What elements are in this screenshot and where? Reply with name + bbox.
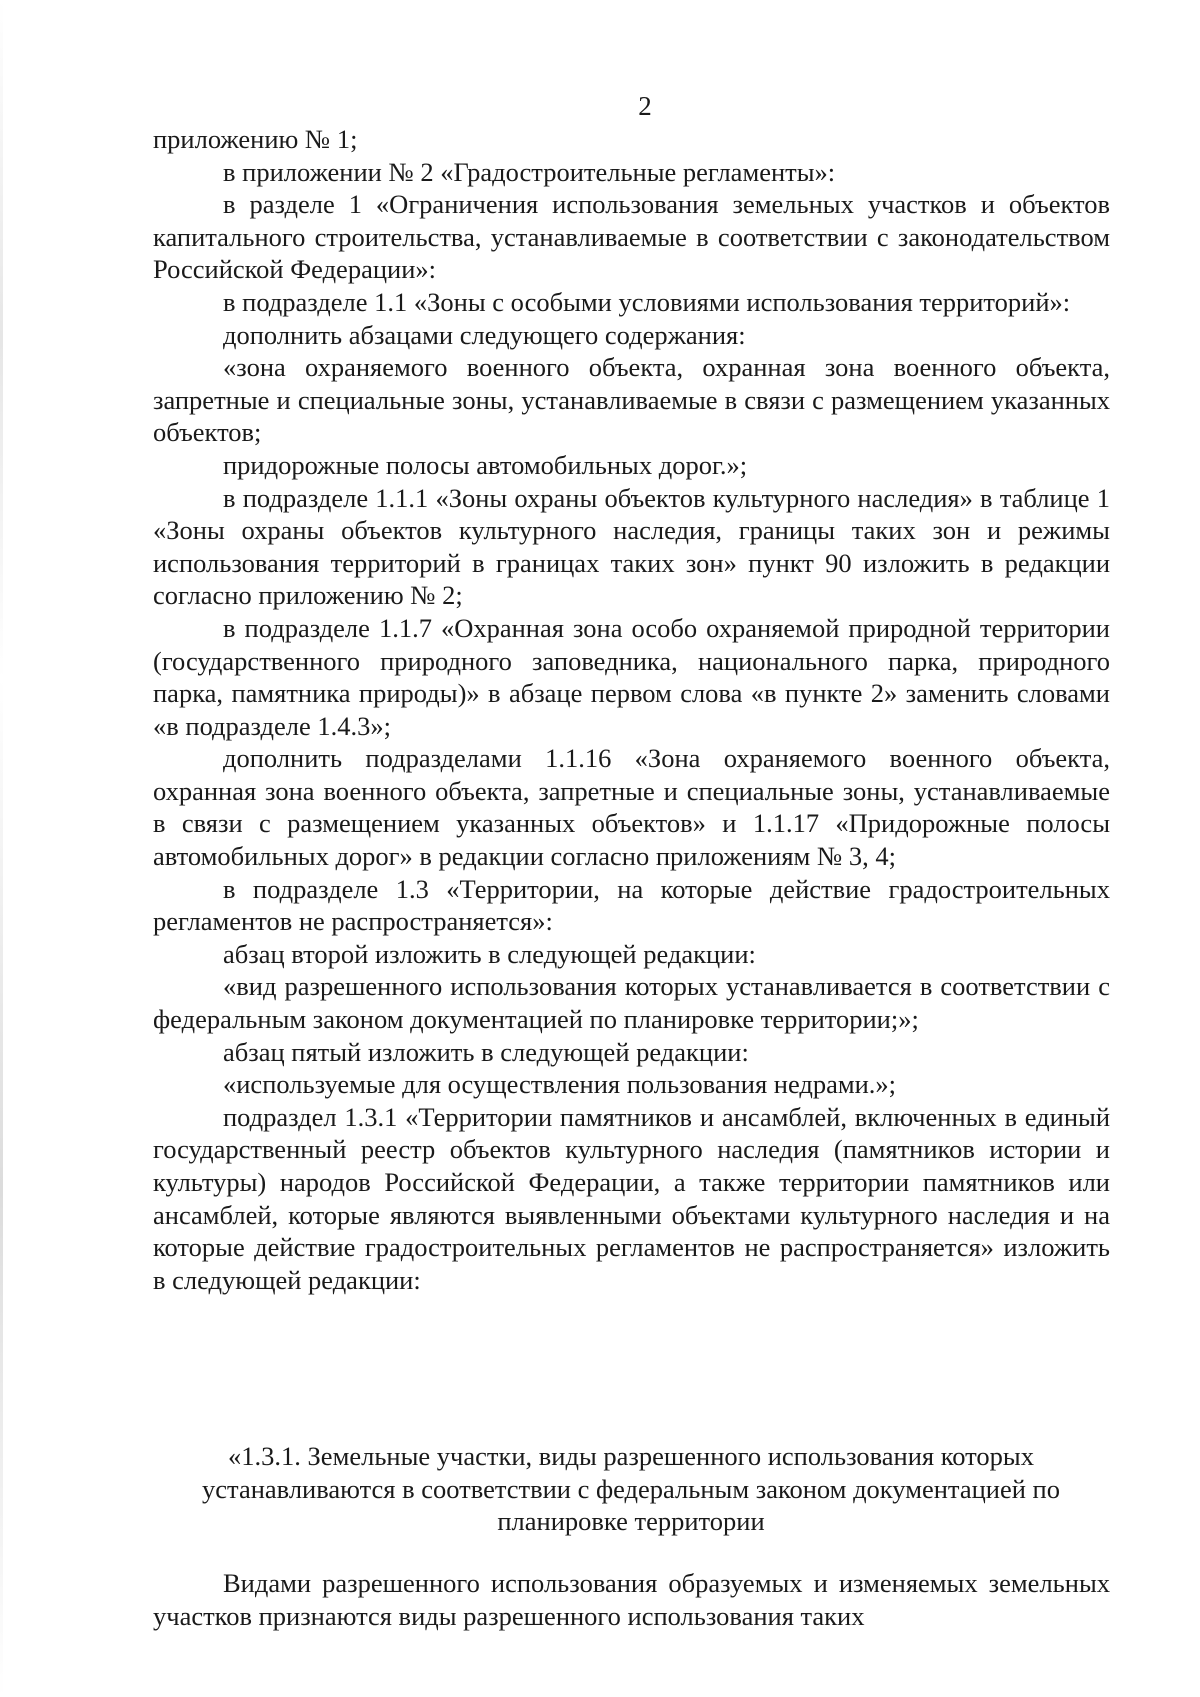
paragraph-continued: Видами разрешенного использования образуемых и изменяемых земельных участков признаются виды разрешенного использования таких <box>153 1568 1110 1631</box>
paragraph: в подразделе 1.1.1 «Зоны охраны объектов культурного наследия» в таблице 1 «Зоны охраны объектов культурного наследия, границы таких зон и режимы использования территорий в границах таких зон» пункт 90 изложить в редакции согласно приложению № 2; <box>153 482 1110 611</box>
document-body <box>153 123 1110 1296</box>
paragraph: в подразделе 1.1.7 «Охранная зона особо охраняемой природной территории (государственного природного заповедника, национального парка, природного парка, памятника природы)» в абзаце первом слова «в пункте 2» заменить словами «в подразделе 1.4.3»; <box>153 612 1110 741</box>
paragraph: в подразделе 1.1 «Зоны с особыми условиями использования территорий»: <box>223 286 1071 317</box>
paragraph: дополнить подразделами 1.1.16 «Зона охраняемого военного объекта, охранная зона военного объекта, запретные и специальные зоны, устанавливаемые в связи с размещением указанных объектов» и 1.1.17 «Придорожные полосы автомобильных дорог» в редакции согласно приложениям № 3, 4; <box>153 743 1110 872</box>
paragraph: дополнить абзацами следующего содержания: <box>223 319 746 350</box>
section-heading-line: устанавливаются в соответствии с федеральным законом документацией по <box>202 1473 1060 1504</box>
paragraph: в приложении № 2 «Градостроительные регламенты»: <box>223 156 836 187</box>
page-number: 2 <box>638 91 652 121</box>
section-heading-line: планировке территории <box>497 1506 765 1537</box>
paragraph: «зона охраняемого военного объекта, охранная зона военного объекта, запретные и специальные зоны, устанавливаемые в связи с размещением указанных объектов; <box>153 352 1110 448</box>
section-heading-line: «1.3.1. Земельные участки, виды разрешенного использования которых <box>228 1441 1034 1471</box>
scan-edge-shadow <box>0 0 3 1697</box>
section-heading <box>150 1440 1112 1538</box>
paragraph: в подразделе 1.3 «Территории, на которые действие градостроительных регламентов не распространяется»: <box>153 873 1110 937</box>
paragraph: «вид разрешенного использования которых устанавливается в соответствии с федеральным законом документацией по планировке территории;»; <box>153 971 1110 1035</box>
paragraph: подраздел 1.3.1 «Территории памятников и ансамблей, включенных в единый государственный реестр объектов культурного наследия (памятников истории и культуры) народов Российской Федерации, а также территории памятников или ансамблей, которые являются выявленными объектами культурного наследия и на которые действие градостроительных регламентов не распространяется» изложить в следующей редакции: <box>153 1101 1110 1295</box>
paragraph: приложению № 1; <box>153 124 358 154</box>
paragraph: абзац второй изложить в следующей редакции: <box>223 938 756 969</box>
paragraph: «используемые для осуществления пользования недрами.»; <box>223 1069 897 1100</box>
paragraph: абзац пятый изложить в следующей редакции: <box>223 1036 749 1067</box>
paragraph: придорожные полосы автомобильных дорог.»; <box>223 449 748 480</box>
paragraph: в разделе 1 «Ограничения использования земельных участков и объектов капитального строительства, устанавливаемые в соответствии с законодательством Российской Федерации»: <box>153 189 1110 285</box>
